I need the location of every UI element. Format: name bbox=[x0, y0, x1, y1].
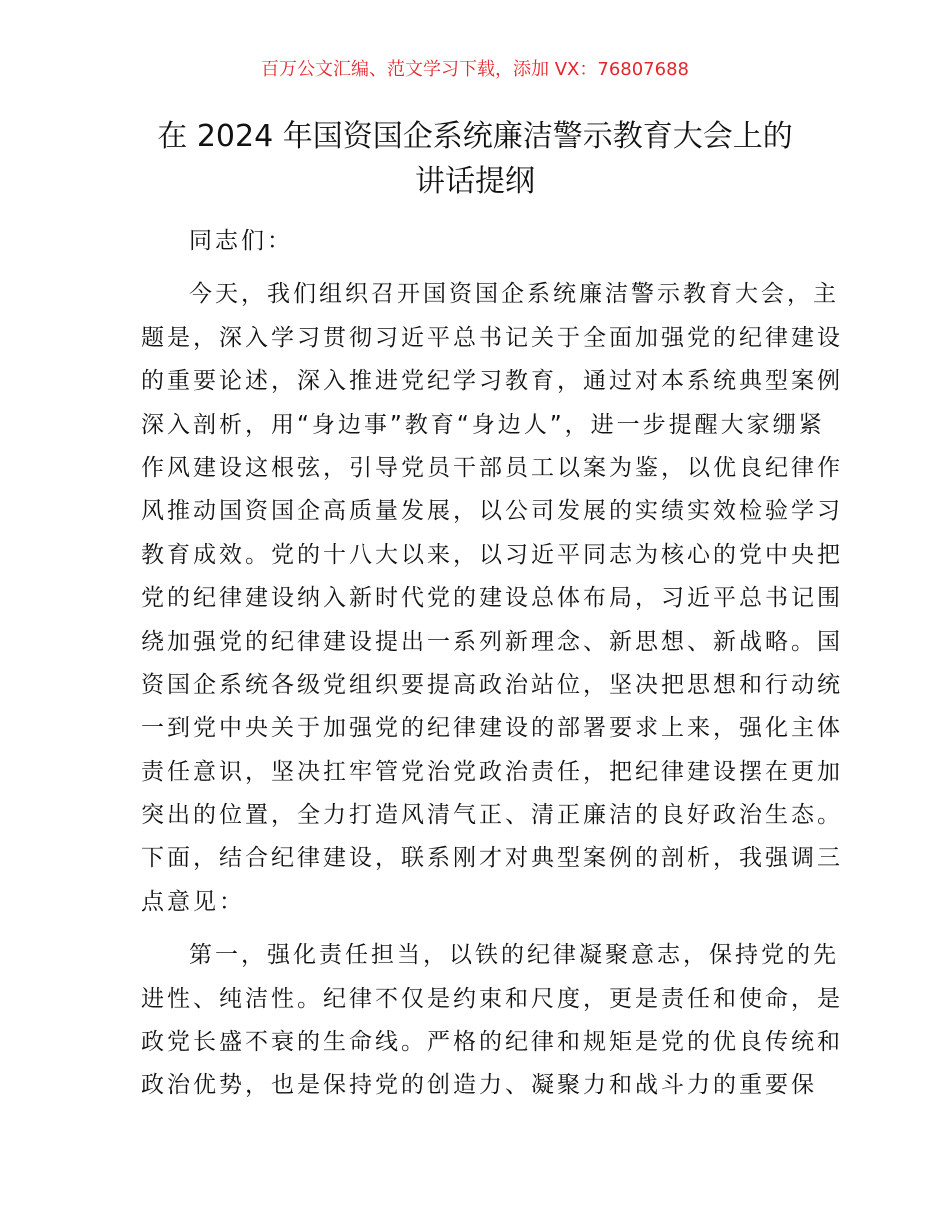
text-line: 进性、纯洁性。纪律不仅是约束和尺度，更是责任和使命，是 bbox=[141, 985, 843, 1012]
salutation bbox=[141, 220, 821, 263]
text-line: 教育成效。党的十八大以来，以习近平同志为核心的党中央把 bbox=[141, 541, 843, 568]
text-line: 责任意识，坚决扛牢管党治党政治责任，把纪律建设摆在更加 bbox=[141, 758, 843, 785]
text-line: 第一，强化责任担当，以铁的纪律凝聚意志，保持党的先 bbox=[189, 942, 839, 969]
text-line: 同志们： bbox=[189, 228, 293, 254]
paragraph bbox=[141, 934, 843, 1108]
watermark-banner: 百万公文汇编、范文学习下载，添加 VX：76807688 bbox=[261, 59, 689, 80]
text-line: 下面，结合纪律建设，联系刚才对典型案例的剖析，我强调三 bbox=[141, 845, 843, 872]
text-line: 的重要论述，深入推进党纪学习教育，通过对本系统典型案例 bbox=[141, 368, 843, 395]
title-line: 讲话提纲 bbox=[415, 164, 535, 199]
text-line: 题是，深入学习贯彻习近平总书记关于全面加强党的纪律建设 bbox=[141, 324, 843, 351]
text-line: 风推动国资国企高质量发展，以公司发展的实绩实效检验学习 bbox=[141, 498, 843, 525]
text-line: 政治优势，也是保持党的创造力、凝聚力和战斗力的重要保 bbox=[141, 1072, 817, 1099]
text-line: 资国企系统各级党组织要提高政治站位，坚决把思想和行动统 bbox=[141, 671, 843, 698]
text-line: 深入剖析，用“身边事”教育“身边人”，进一步提醒大家绷紧 bbox=[141, 411, 825, 438]
text-line: 今天，我们组织召开国资国企系统廉洁警示教育大会，主 bbox=[189, 281, 839, 308]
document-body bbox=[141, 220, 843, 1118]
text-line: 作风建设这根弦，引导党员干部员工以案为鉴，以优良纪律作 bbox=[141, 454, 843, 481]
text-line: 政党长盛不衰的生命线。严格的纪律和规矩是党的优良传统和 bbox=[141, 1029, 843, 1056]
paragraph bbox=[141, 273, 843, 924]
title-line: 在 2024 年国资国企系统廉洁警示教育大会上的 bbox=[157, 119, 793, 154]
document-title bbox=[0, 114, 950, 204]
text-line: 点意见： bbox=[141, 888, 245, 915]
text-line: 一到党中央关于加强党的纪律建设的部署要求上来，强化主体 bbox=[141, 715, 843, 742]
text-line: 党的纪律建设纳入新时代党的建设总体布局，习近平总书记围 bbox=[141, 585, 843, 612]
text-line: 绕加强党的纪律建设提出一系列新理念、新思想、新战略。国 bbox=[141, 628, 843, 655]
text-line: 突出的位置，全力打造风清气正、清正廉洁的良好政治生态。 bbox=[141, 802, 843, 829]
